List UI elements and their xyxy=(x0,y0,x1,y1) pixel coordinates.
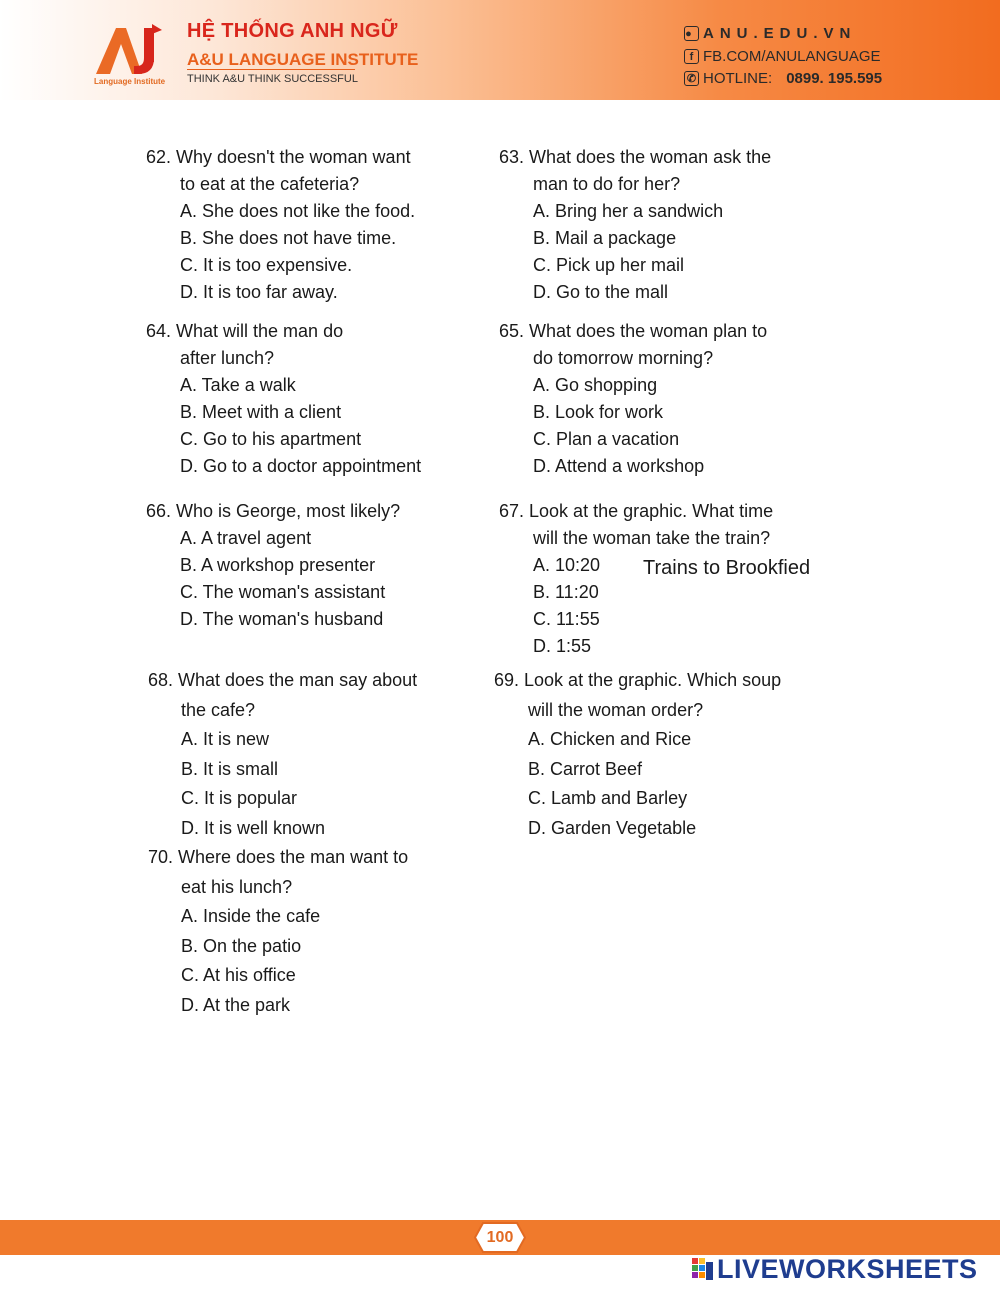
answer-option-c[interactable]: C. Pick up her mail xyxy=(533,255,685,275)
page-number: 100 xyxy=(486,1229,514,1246)
answer-option-b[interactable]: B. Mail a package xyxy=(533,228,677,248)
globe-icon: ● xyxy=(685,28,698,40)
question-stem: 64. What will the man do xyxy=(146,321,344,341)
logo-subtitle: Language Institute xyxy=(94,77,166,86)
answer-option-d[interactable]: D. Go to the mall xyxy=(533,282,669,302)
graphic-title: Trains to Brookfied xyxy=(643,557,811,579)
answer-option-c[interactable]: C. 11:55 xyxy=(533,609,600,629)
question-stem: will the woman order? xyxy=(528,699,704,720)
answer-option-c[interactable]: C. Go to his apartment xyxy=(180,429,362,449)
answer-option-a[interactable]: A. Chicken and Rice xyxy=(528,729,692,749)
brand-name: A&U LANGUAGE INSTITUTE xyxy=(187,50,419,69)
facebook-icon: f xyxy=(684,49,699,64)
answer-option-d[interactable]: D. It is well known xyxy=(181,817,326,838)
answer-option-b[interactable]: B. She does not have time. xyxy=(180,228,397,248)
question-64 xyxy=(146,318,421,480)
question-stem: do tomorrow morning? xyxy=(533,348,714,368)
brand-title: HỆ THỐNG ANH NGỮ xyxy=(187,20,398,42)
question-stem: man to do for her? xyxy=(533,174,681,194)
answer-option-b[interactable]: B. Look for work xyxy=(533,402,664,422)
answer-option-a[interactable]: A. Inside the cafe xyxy=(181,906,321,926)
answer-option-a[interactable]: A. She does not like the food. xyxy=(180,201,416,221)
question-stem: the cafe? xyxy=(181,699,256,720)
answer-option-c[interactable]: C. Lamb and Barley xyxy=(528,788,688,808)
answer-option-d[interactable]: D. Attend a workshop xyxy=(533,456,705,476)
question-stem: 66. Who is George, most likely? xyxy=(146,501,401,521)
liveworksheets-text: LIVEWORKSHEETS xyxy=(717,1254,978,1284)
answer-option-c[interactable]: C. At his office xyxy=(181,965,296,985)
question-stem: eat his lunch? xyxy=(181,876,293,897)
question-stem: 62. Why doesn't the woman want xyxy=(146,147,411,167)
liveworksheets-logo-icon xyxy=(692,1258,714,1282)
question-stem: to eat at the cafeteria? xyxy=(180,174,360,194)
answer-option-a[interactable]: A. Take a walk xyxy=(180,375,296,395)
question-stem: will the woman take the train? xyxy=(533,528,771,548)
answer-option-a[interactable]: A. Go shopping xyxy=(533,375,658,395)
question-65 xyxy=(499,318,767,480)
website-contact[interactable] xyxy=(684,25,856,42)
question-stem: 63. What does the woman ask the xyxy=(499,147,772,167)
answer-option-d[interactable]: D. It is too far away. xyxy=(180,282,338,302)
phone-icon: ✆ xyxy=(684,71,699,86)
answer-option-d[interactable]: D. Garden Vegetable xyxy=(528,817,697,838)
question-62 xyxy=(146,144,415,306)
question-stem: 68. What does the man say about xyxy=(148,670,418,690)
answer-option-a[interactable]: A. 10:20 xyxy=(533,555,601,575)
answer-option-b[interactable]: B. Meet with a client xyxy=(180,402,342,422)
answer-option-b[interactable]: B. Carrot Beef xyxy=(528,758,643,779)
hotline-number: 0899. 195.595 xyxy=(786,70,883,87)
facebook-contact[interactable] xyxy=(684,48,881,65)
question-68 xyxy=(148,666,417,843)
question-70 xyxy=(148,843,408,1020)
answer-option-b[interactable]: B. 11:20 xyxy=(533,582,599,602)
question-stem: 70. Where does the man want to xyxy=(148,847,409,867)
question-stem: 65. What does the woman plan to xyxy=(499,321,768,341)
hotline-label: HOTLINE: xyxy=(703,70,773,87)
brand-slogan: THINK A&U THINK SUCCESSFUL xyxy=(187,73,358,85)
answer-option-d[interactable]: D. The woman's husband xyxy=(180,609,384,629)
answer-option-d[interactable]: D. 1:55 xyxy=(533,636,592,656)
brand-underline xyxy=(187,69,355,70)
question-stem: after lunch? xyxy=(180,348,275,368)
question-66 xyxy=(146,498,400,633)
question-stem: 67. Look at the graphic. What time xyxy=(499,501,774,521)
answer-option-d[interactable]: D. At the park xyxy=(181,994,291,1015)
answer-option-a[interactable]: A. It is new xyxy=(181,729,270,749)
answer-option-c[interactable]: C. Plan a vacation xyxy=(533,429,680,449)
answer-option-c[interactable]: C. It is too expensive. xyxy=(180,255,353,275)
question-63 xyxy=(499,144,771,306)
page-header xyxy=(0,0,1000,100)
liveworksheets-brand[interactable] xyxy=(692,1254,978,1285)
hotline-contact[interactable] xyxy=(684,70,882,87)
facebook-text: FB.COM/ANULANGUAGE xyxy=(703,48,881,65)
answer-option-c[interactable]: C. The woman's assistant xyxy=(180,582,386,602)
answer-option-a[interactable]: A. Bring her a sandwich xyxy=(533,201,724,221)
question-stem: 69. Look at the graphic. Which soup xyxy=(494,670,782,690)
answer-option-c[interactable]: C. It is popular xyxy=(181,788,298,808)
question-69 xyxy=(494,666,781,843)
answer-option-b[interactable]: B. It is small xyxy=(181,758,279,779)
website-text: ANU.EDU.VN xyxy=(703,25,857,42)
answer-option-b[interactable]: B. A workshop presenter xyxy=(180,555,376,575)
answer-option-a[interactable]: A. A travel agent xyxy=(180,528,312,548)
answer-option-b[interactable]: B. On the patio xyxy=(181,935,302,956)
answer-option-d[interactable]: D. Go to a doctor appointment xyxy=(180,456,422,476)
